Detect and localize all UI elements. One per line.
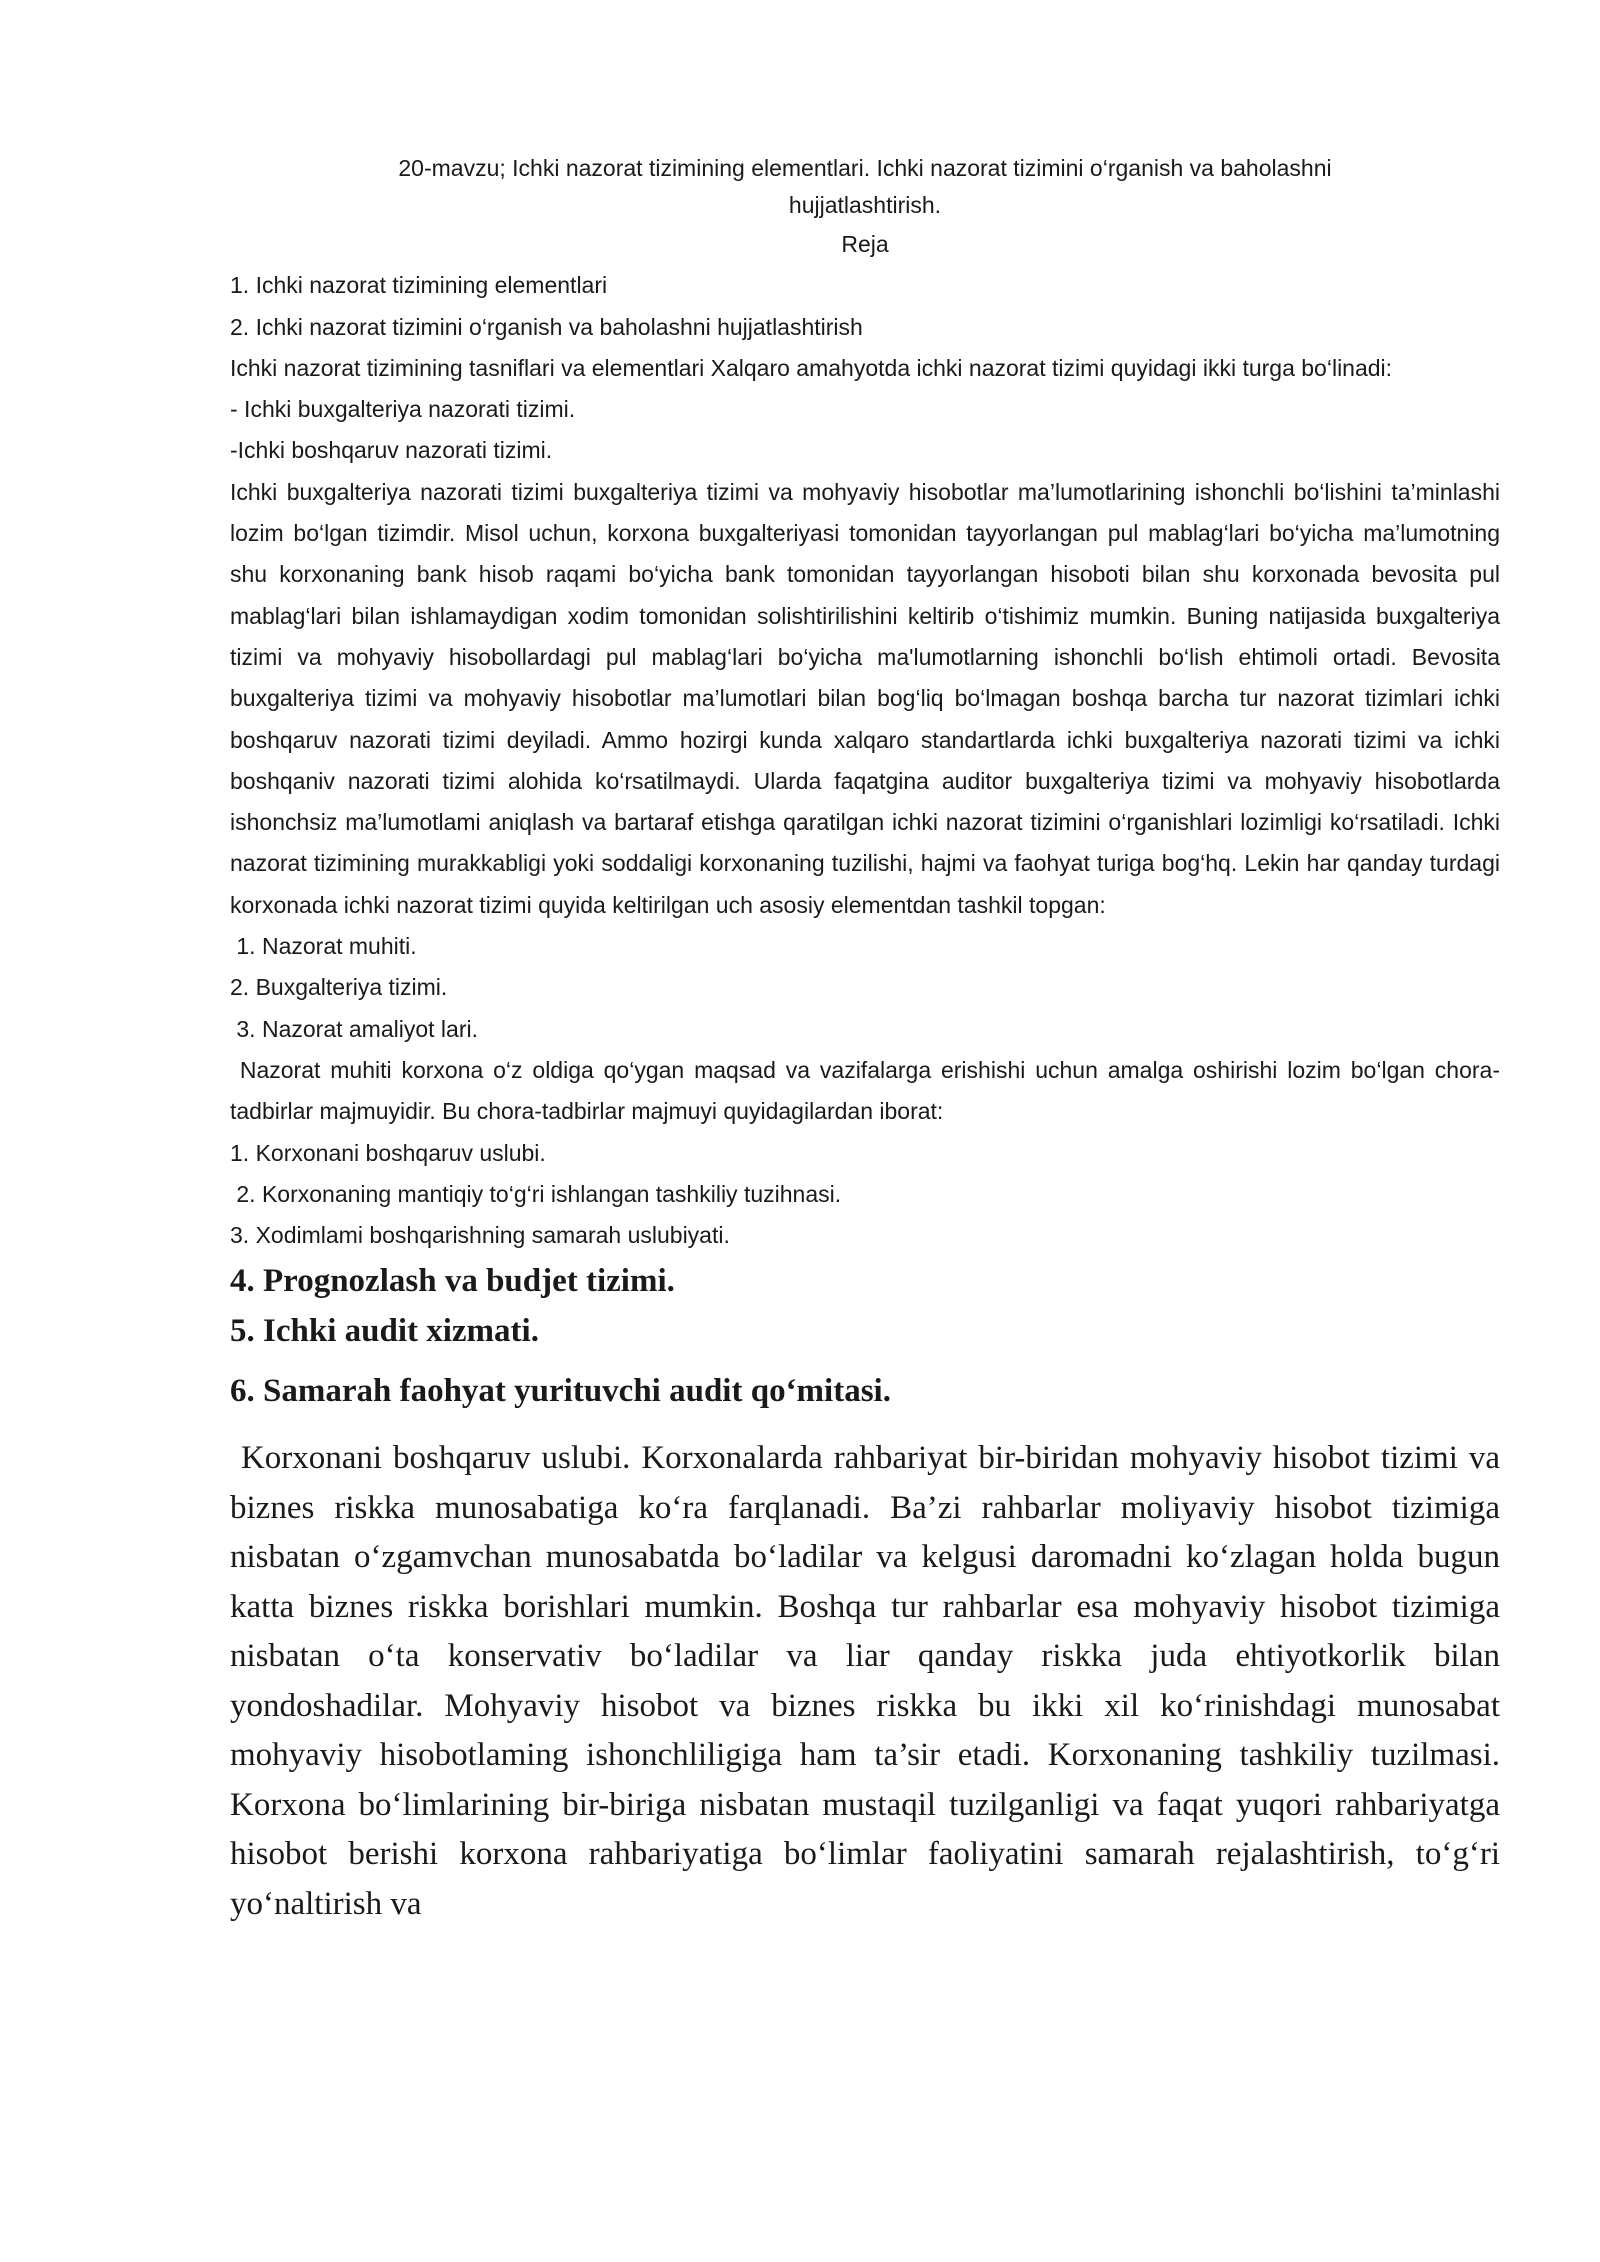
element-item: 1. Nazorat muhiti. — [230, 933, 417, 960]
bold-measure-item: 4. Prognozlash va budjet tizimi. — [230, 1263, 675, 1300]
plan-item: 2. Ichki nazorat tizimini o‘rganish va baholashni hujjatlashtirish — [230, 313, 863, 340]
element-item: 2. Buxgalteriya tizimi. — [230, 974, 448, 1001]
body-paragraph-accounting-control: Ichki buxgalteriya nazorati tizimi buxgalteriya tizimi va mohyaviy hisobotlar ma’lumotlarining ishonchli bo‘lishini ta’minlashi lozim bo‘lgan tizimdir. Misol uchun, korxona buxgalteriyasi tomonidan tayyorlangan pul mablag‘lari bo‘yicha ma’lumotning shu korxonaning bank hisob raqami bo‘yicha bank tomonidan tayyorlangan hisoboti bilan shu korxonada bevosita pul mablag‘lari bilan ishlamaydigan xodim tomonidan solishtirilishini keltirib o‘tishimiz mumkin. Buning natijasida buxgalteriya tizimi va mohyaviy hisobollardagi pul mablag‘lari bo‘yicha ma'lumotlarning ishonchli bo‘lish ehtimoli ortadi. Bevosita buxgalteriya tizimi va mohyaviy hisobotlar ma’lumotlari bilan bog‘liq bo‘lmagan boshqa barcha tur nazorat tizimlari ichki boshqaruv nazorati tizimi deyiladi. Ammo hozirgi kunda xalqaro standartlarda ichki buxgalteriya nazorati tizimi va ichki boshqaniv nazorati tizimi alohida ko‘rsatilmaydi. Ularda faqatgina auditor buxgalteriya tizimi va mohyaviy hisobotlarda ishonchsiz ma’lumotlami aniqlash va bartaraf etishga qaratilgan ichki nazorat tizimini o‘rganishlari lozimligi ko‘rsatiladi. Ichki nazorat tizimining murakkabligi yoki soddaligi korxonaning tuzilishi, hajmi va faohyat turiga bog‘hq. Lekin har qanday turdagi korxonada ichki nazorat tizimi quyida keltirilgan uch asosiy elementdan tashkil topgan: — [230, 478, 1500, 918]
document-title-line-2: hujjatlashtirish. — [788, 192, 942, 218]
body-paragraph-control-environment: Nazorat muhiti korxona o‘z oldiga qo‘ygan maqsad va vazifalarga erishishi uchun amalga oshirishi lozim bo‘lgan chora-tadbirlar majmuyidir. Bu chora-tadbirlar majmuyi quyidagilardan iborat: — [230, 1056, 1500, 1125]
control-type-item: -Ichki boshqaruv nazorati tizimi. — [230, 437, 553, 464]
document-page — [230, 150, 1509, 1929]
plan-item: 1. Ichki nazorat tizimining elementlari — [230, 272, 608, 299]
element-item: 3. Nazorat amaliyot lari. — [230, 1015, 478, 1042]
measure-item: 3. Xodimlami boshqarishning samarah uslubiyati. — [230, 1222, 730, 1249]
measure-item: 1. Korxonani boshqaruv uslubi. — [230, 1139, 546, 1166]
body-paragraph-management-style: Korxonani boshqaruv uslubi. Korxonalarda rahbariyat bir-biridan mohyaviy hisobot tizimi va biznes riskka munosabatiga ko‘ra farqlanadi. Ba’zi rahbarlar moliyaviy hisobot tizimiga nisbatan o‘zgamvchan munosabatda bo‘ladilar va kelgusi daromadni ko‘zlagan holda bugun katta biznes riskka borishlari mumkin. Boshqa tur rahbarlar esa mohyaviy hisobot tizimiga nisbatan o‘ta konservativ bo‘ladilar va liar qanday riskka juda ehtiyotkorlik bilan yondoshadilar. Mohyaviy hisobot va biznes riskka bu ikki xil ko‘rinishdagi munosabat mohyaviy hisobotlaming ishonchliligiga ham ta’sir etadi. Korxonaning tashkiliy tuzilmasi. Korxona bo‘limlarining bir-biriga nisbatan mustaqil tuzilganligi va faqat yuqori rahbariyatga hisobot berishi korxona rahbariyatiga bo‘limlar faoliyatini samarah rejalashtirish, to‘g‘ri yo‘naltirish va — [230, 1440, 1509, 1922]
control-type-item: - Ichki buxgalteriya nazorati tizimi. — [230, 396, 576, 423]
measure-item: 2. Korxonaning mantiqiy to‘g‘ri ishlangan tashkiliy tuzihnasi. — [230, 1180, 842, 1207]
document-title-line-1: 20-mavzu; Ichki nazorat tizimining elementlari. Ichki nazorat tizimini o‘rganish va baholashni — [398, 155, 1332, 181]
intro-paragraph: Ichki nazorat tizimining tasniflari va elementlari Xalqaro amahyotda ichki nazorat tizimi quyidagi ikki turga bo‘linadi: — [230, 354, 1393, 381]
bold-measure-item: 6. Samarah faohyat yurituvchi audit qo‘mitasi. — [230, 1373, 891, 1410]
bold-measure-item: 5. Ichki audit xizmati. — [230, 1313, 539, 1350]
plan-heading: Reja — [841, 231, 889, 257]
